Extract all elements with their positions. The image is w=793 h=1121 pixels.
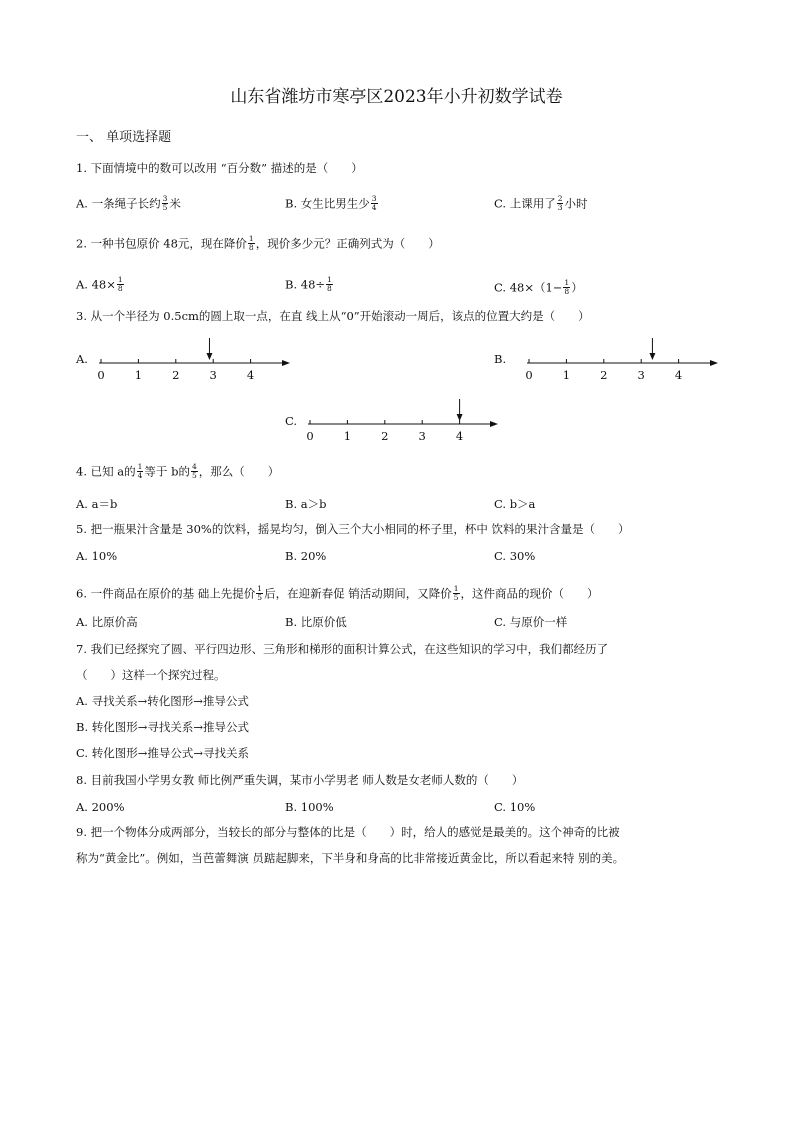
q4-stem-post: ，那么（ ） (198, 464, 280, 479)
question-6-stem (76, 586, 599, 603)
tick-label: 4 (246, 368, 255, 382)
tick-label: 2 (600, 368, 608, 382)
question-1-stem: 1. 下面情境中的数可以改用 “百分数” 描述的是（ ） (76, 161, 363, 175)
q2-option-a (76, 277, 125, 294)
tick-label: 2 (381, 429, 389, 443)
axis-arrowhead (282, 360, 290, 366)
question-7-line-1: 7. 我们已经探究了圆、平行四边形、三角形和梯形的面积计算公式，在这些知识的学习中，我们都经历了 (76, 642, 609, 656)
question-3-stem: 3. 从一个半径为 0.5cm的圆上取一点，在直 线上从“0”开始滚动一周后，该点的位置大约是（ ） (76, 309, 590, 323)
q5-option-c: C. 30% (494, 549, 536, 563)
q2-stem-pre: 2. 一种书包原价 48元，现在降价 (76, 236, 247, 251)
q1-b-fraction: $\frac{3}{4}$ (371, 194, 377, 212)
q5-option-a: A. 10% (76, 549, 118, 563)
q4-option-b: B. a＞b (285, 497, 327, 511)
q1-c-text: C. 上课用了 (494, 196, 556, 211)
q6-option-a: A. 比原价高 (76, 615, 138, 629)
q1-c-fraction: $\frac{2}{3}$ (557, 194, 563, 212)
q1-option-a (76, 196, 181, 213)
tick-label: 4 (674, 368, 683, 382)
q3-option-b-label: B. (494, 352, 507, 366)
q5-option-b: B. 20% (285, 549, 327, 563)
tick-label: 2 (172, 368, 180, 382)
tick-label: 3 (418, 429, 426, 443)
question-9-line-2: 称为“黄金比”。例如，当芭蕾舞演 员踮起脚来，下半身和身高的比非常接近黄金比，所以看起来特 别的美。 (76, 851, 625, 865)
q4-stem-pre: 4. 已知 a的 (76, 464, 136, 479)
q8-option-c: C. 10% (494, 800, 536, 814)
q1-option-b (285, 196, 379, 213)
q6-fraction-2: $\frac{1}{5}$ (453, 584, 459, 602)
q2-stem-post: ，现价多少元？正确列式为（ ） (255, 236, 440, 251)
q2-b-text: B. 48÷ (285, 277, 326, 292)
q2-option-c (494, 280, 583, 297)
tick-label: 0 (306, 429, 314, 443)
q6-stem-post: ，这件商品的现价（ ） (460, 586, 599, 601)
q1-a-unit: 米 (169, 196, 181, 211)
q2-b-fraction: $\frac{1}{8}$ (327, 275, 332, 293)
q4-fraction-2: $\frac{4}{5}$ (191, 462, 197, 480)
q7-option-a: A. 寻找关系→转化图形→推导公式 (76, 694, 249, 708)
q2-c-close: ） (571, 280, 583, 295)
question-5-stem: 5. 把一瓶果汁含量是 30%的饮料，摇晃均匀，倒入三个大小相同的杯子里，杯中 饮料的果汁含量是（ ） (76, 522, 630, 536)
axis-arrowhead (710, 360, 718, 366)
position-arrowhead (457, 414, 463, 421)
tick-label: 1 (562, 368, 571, 382)
section-heading: 一、 单项选择题 (76, 130, 172, 145)
q4-fraction-1: $\frac{1}{4}$ (137, 462, 143, 480)
q2-stem-fraction: $\frac{1}{8}$ (248, 234, 254, 252)
q1-a-text: A. 一条绳子长约 (76, 196, 161, 211)
q8-option-a: A. 200% (76, 800, 125, 814)
question-8-stem: 8. 目前我国小学男女教 师比例严重失调，某市小学男老 师人数是女老师人数的（ ） (76, 773, 524, 787)
q3-option-a-label: A. (76, 352, 88, 366)
tick-label: 3 (209, 368, 217, 382)
q1-c-unit: 小时 (564, 196, 588, 211)
q6-stem-pre: 6. 一件商品在原价的基 础上先提价 (76, 586, 256, 601)
q2-c-fraction: $\frac{1}{8}$ (564, 278, 570, 296)
q8-option-b: B. 100% (285, 800, 334, 814)
tick-label: 1 (134, 368, 143, 382)
q1-a-fraction: $\frac{3}{5}$ (162, 194, 168, 212)
tick-label: 4 (455, 429, 464, 443)
q6-option-c: C. 与原价一样 (494, 615, 568, 629)
tick-label: 0 (97, 368, 105, 382)
axis-arrowhead (490, 421, 498, 427)
q6-stem-mid: 后，在迎新春促 销活动期间，又降价 (264, 586, 452, 601)
q7-option-c: C. 转化图形→推导公式→寻找关系 (76, 746, 249, 760)
q7-option-b: B. 转化图形→寻找关系→推导公式 (76, 720, 250, 734)
q6-fraction-1: $\frac{1}{5}$ (257, 584, 263, 602)
tick-label: 0 (525, 368, 533, 382)
q2-a-fraction: $\frac{1}{8}$ (117, 275, 123, 293)
q1-option-c (494, 196, 587, 213)
q2-a-text: A. 48× (76, 277, 116, 292)
q6-option-b: B. 比原价低 (285, 615, 347, 629)
q4-option-a: A. a＝b (76, 497, 118, 511)
question-4-stem (76, 464, 279, 481)
position-arrowhead (206, 353, 212, 360)
page-title: 山东省潍坊市寒亭区2023年小升初数学试卷 (230, 87, 563, 107)
tick-label: 3 (637, 368, 645, 382)
q3-option-c-label: C. (285, 414, 298, 428)
q4-option-c: C. b＞a (494, 497, 536, 511)
question-9-line-1: 9. 把一个物体分成两部分，当较长的部分与整体的比是（ ）时，给人的感觉是最美的。这个神奇的比被 (76, 825, 620, 839)
q2-option-b (285, 277, 334, 294)
question-2-stem (76, 236, 440, 253)
tick-label: 1 (343, 429, 352, 443)
position-arrowhead (649, 353, 655, 360)
question-7-line-2: （ ）这样一个探究过程。 (76, 668, 226, 682)
q2-c-text: C. 48×（1− (494, 280, 563, 295)
q4-stem-mid: 等于 b的 (144, 464, 190, 479)
q1-b-text: B. 女生比男生少 (285, 196, 370, 211)
